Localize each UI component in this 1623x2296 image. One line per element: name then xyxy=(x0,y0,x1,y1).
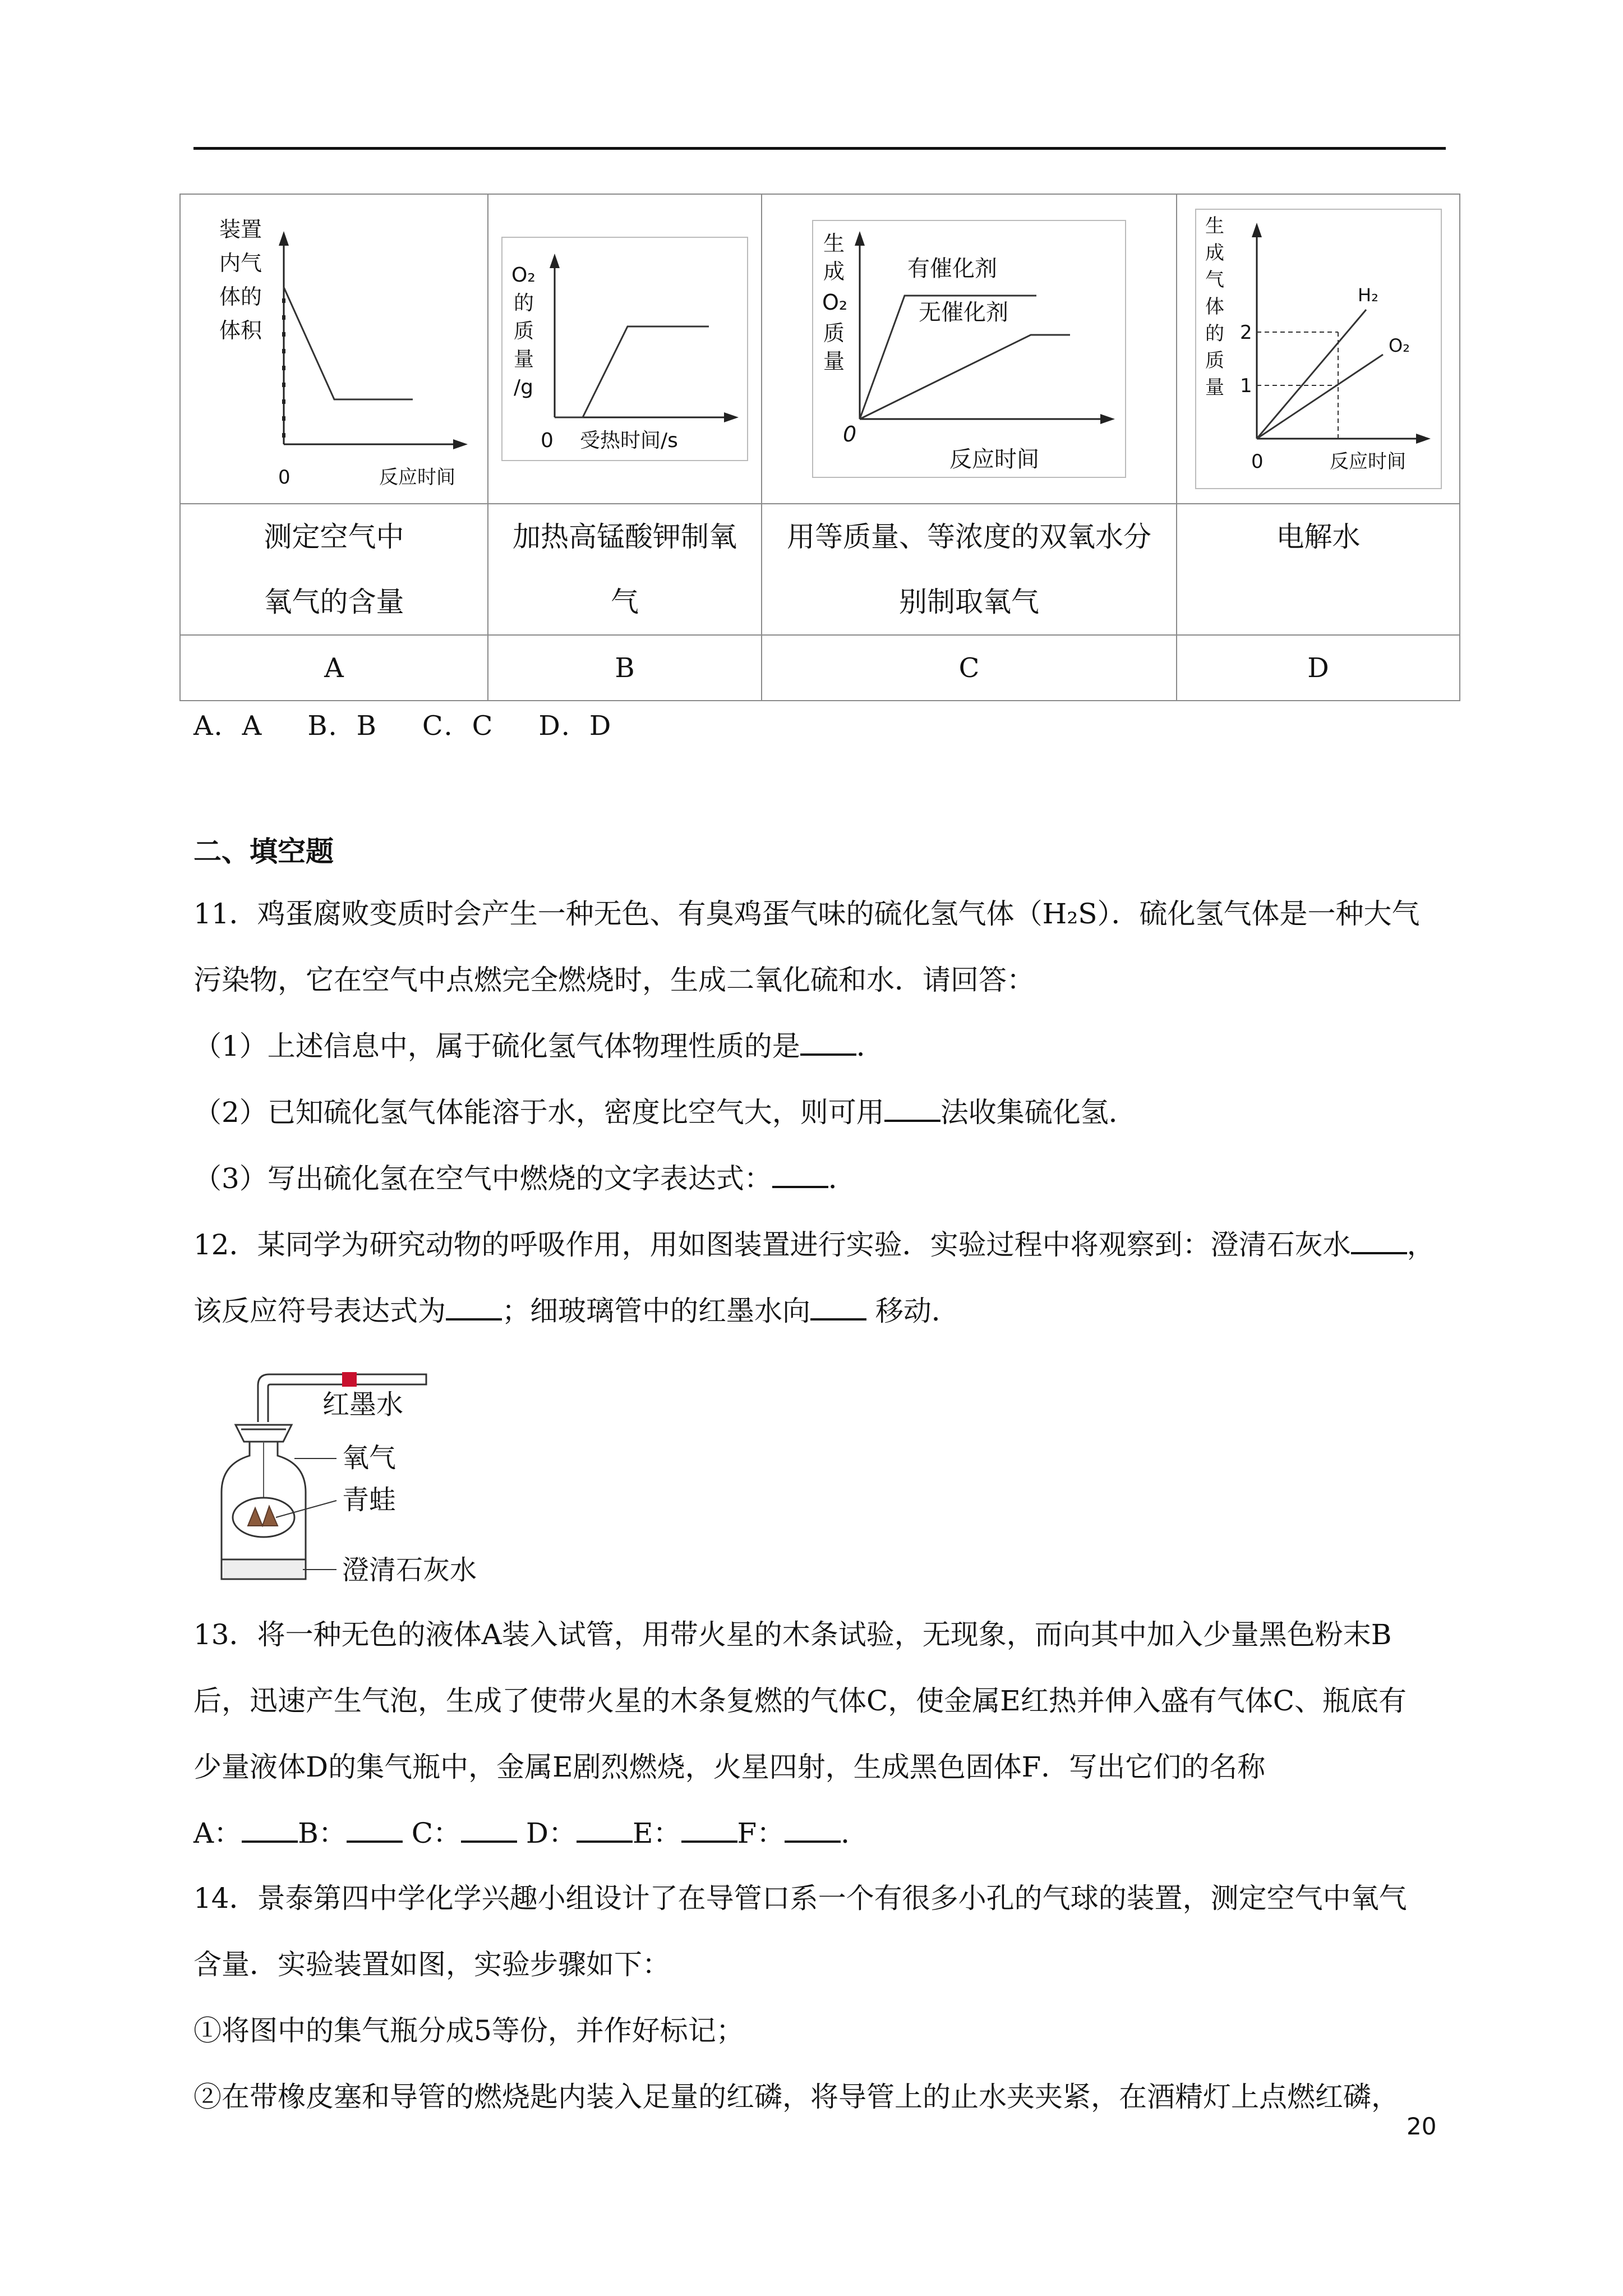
graph-d-x-arrow xyxy=(1416,434,1431,444)
graph-a-ylabel-1: 装置 xyxy=(219,217,262,242)
graph-d-ylabel-6: 质 xyxy=(1205,349,1224,372)
q12-blank-1[interactable] xyxy=(1351,1230,1407,1254)
q12-line-2 xyxy=(193,1278,1450,1344)
graph-d-ylabel-1: 生 xyxy=(1205,215,1224,237)
q11-blank-3[interactable] xyxy=(772,1163,828,1188)
label-limewater: 澄清石灰水 xyxy=(342,1554,477,1586)
q12-blank-2[interactable] xyxy=(446,1296,502,1320)
graph-d-label-o2: O₂ xyxy=(1388,335,1410,356)
graph-c-y-arrow xyxy=(855,231,865,246)
label-red-ink: 红墨水 xyxy=(322,1389,404,1420)
graph-a xyxy=(194,203,474,495)
graph-b-cell xyxy=(488,194,762,504)
q13-answers xyxy=(193,1800,1450,1866)
graph-b-ylabel-5: /g xyxy=(514,376,533,399)
graph-d-ylabel-4: 体 xyxy=(1205,296,1224,318)
q13-blank-e[interactable] xyxy=(681,1818,737,1843)
label-c-line-2: 别制取氧气 xyxy=(899,586,1039,618)
graph-d xyxy=(1195,209,1442,489)
graph-c-ylabel-2: 成 xyxy=(823,259,845,284)
rubber-stopper xyxy=(236,1425,292,1442)
q11-sub-3-end: ． xyxy=(828,1162,856,1195)
graph-c-x-arrow xyxy=(1100,414,1115,424)
graph-d-ylabel-3: 气 xyxy=(1205,269,1224,291)
q13-answer-b: B： xyxy=(298,1817,347,1849)
graph-a-ylabel-4: 体积 xyxy=(219,318,262,343)
q11-sub-2-text: （2）已知硫化氢气体能溶于水，密度比空气大，则可用 xyxy=(193,1096,884,1129)
q13-answers-end: ． xyxy=(841,1817,869,1849)
q11-blank-2[interactable] xyxy=(884,1097,940,1122)
graph-d-label-h2: H₂ xyxy=(1357,284,1378,306)
q14-line-2: 含量．实验装置如图，实验步骤如下： xyxy=(193,1948,670,1981)
label-b-line-1: 加热高锰酸钾制氧 xyxy=(513,521,737,553)
choice-d[interactable]: D．D xyxy=(538,710,612,742)
graph-d-tick-2: 2 xyxy=(1239,321,1252,344)
question-13 xyxy=(193,1602,1450,1866)
graph-b-y-arrow xyxy=(550,254,560,268)
graph-a-ylabel-2: 内气 xyxy=(219,251,262,275)
graph-d-tick-1: 1 xyxy=(1239,375,1252,397)
q11-line-2: 污染物，它在空气中点燃完全燃烧时，生成二氧化硫和水．请回答： xyxy=(193,964,1035,996)
label-a-line-2: 氧气的含量 xyxy=(264,586,404,618)
q14-line-1: 14．景泰第四中学化学兴趣小组设计了在导管口系一个有很多小孔的气球的装置，测定空气中氧气 xyxy=(193,1882,1407,1915)
q11-line-1: 11．鸡蛋腐败变质时会产生一种无色、有臭鸡蛋气味的硫化氢气体（H₂S）．硫化氢气体是一种大气 xyxy=(193,898,1420,930)
q13-line-3: 少量液体D的集气瓶中，金属E剧烈燃烧，火星四射，生成黑色固体F．写出它们的名称 xyxy=(193,1751,1266,1783)
q11-sub-2-end: 法收集硫化氢． xyxy=(940,1096,1137,1129)
label-a-line-1: 测定空气中 xyxy=(264,521,404,553)
frog-respiration-apparatus xyxy=(213,1358,550,1593)
section-title: 二、填空题 xyxy=(193,835,334,868)
q11-sub-2 xyxy=(193,1079,1450,1145)
q11-sub-1 xyxy=(193,1013,1450,1079)
letter-cell-d: D xyxy=(1177,635,1460,701)
q13-blank-c[interactable] xyxy=(461,1818,517,1843)
graph-b-origin: 0 xyxy=(541,429,554,452)
q12-line-1 xyxy=(193,1212,1450,1278)
graph-d-ylabel-2: 成 xyxy=(1205,242,1224,264)
graph-d-xlabel: 反应时间 xyxy=(1329,450,1406,473)
question-12 xyxy=(193,1212,1450,1344)
graph-b-x-arrow xyxy=(724,412,739,422)
label-frog: 青蛙 xyxy=(342,1484,396,1516)
graph-table xyxy=(179,194,1460,701)
q12-line-2-text: 该反应符号表达式为 xyxy=(193,1295,446,1327)
limewater xyxy=(223,1561,304,1578)
q13-blank-b[interactable] xyxy=(347,1818,403,1843)
graph-a-xlabel: 反应时间 xyxy=(379,466,455,489)
q14-step-2: ②在带橡皮塞和导管的燃烧匙内装入足量的红磷，将导管上的止水夹夹紧，在酒精灯上点燃红磷， xyxy=(193,2081,1399,2113)
graph-d-line-h2 xyxy=(1257,310,1366,439)
graph-a-x-arrow xyxy=(453,439,468,449)
label-cell-b xyxy=(488,504,762,635)
question-11 xyxy=(193,881,1450,1212)
graph-b-frame xyxy=(502,237,748,461)
graph-a-curve xyxy=(284,287,413,399)
label-cell-c xyxy=(762,504,1177,635)
page-number: 20 xyxy=(1407,2113,1437,2140)
question-14 xyxy=(193,1865,1450,2130)
q13-answer-f: F： xyxy=(737,1817,785,1849)
letter-cell-a: A xyxy=(180,635,488,701)
answer-choices xyxy=(193,704,657,743)
label-oxygen: 氧气 xyxy=(342,1442,396,1474)
graph-c-ylabel-4: 质 xyxy=(823,321,845,346)
graph-d-ylabel-5: 的 xyxy=(1205,323,1224,345)
graph-c-cell xyxy=(762,194,1177,504)
q12-line-1-end: ， xyxy=(1407,1228,1435,1261)
graph-c-label-no-catalyst: 无催化剂 xyxy=(919,300,1008,325)
q12-blank-3[interactable] xyxy=(810,1296,866,1320)
q11-sub-1-end: ． xyxy=(856,1030,884,1062)
graph-c-ylabel-3: O₂ xyxy=(822,290,848,315)
q11-sub-3 xyxy=(193,1145,1450,1212)
graph-c-curve-no-catalyst xyxy=(860,335,1070,419)
q13-answer-e: E： xyxy=(633,1817,681,1849)
q11-blank-1[interactable] xyxy=(800,1031,856,1056)
graph-b-ylabel-4: 量 xyxy=(514,348,534,371)
graph-d-cell xyxy=(1177,194,1460,504)
graph-b xyxy=(501,237,748,461)
letter-cell-c: C xyxy=(762,635,1177,701)
label-cell-d xyxy=(1177,504,1460,635)
header-rule xyxy=(193,147,1446,150)
q14-step-1: ①将图中的集气瓶分成5等份，并作好标记； xyxy=(193,2014,744,2047)
label-d-line-1: 电解水 xyxy=(1276,521,1361,553)
graph-c xyxy=(812,220,1126,478)
red-ink-drop xyxy=(342,1372,357,1387)
graph-d-ylabel-7: 量 xyxy=(1205,376,1224,399)
graph-d-y-arrow xyxy=(1252,223,1262,237)
graph-d-line-o2 xyxy=(1257,355,1383,439)
graph-c-origin: 0 xyxy=(843,422,857,447)
label-cell-a xyxy=(180,504,488,635)
graph-a-ylabel-3: 体的 xyxy=(219,284,262,309)
graph-b-ylabel-2: 的 xyxy=(514,292,534,315)
graph-a-y-arrow xyxy=(279,231,289,246)
graph-b-xlabel: 受热时间/s xyxy=(580,429,678,452)
q11-sub-3-text: （3）写出硫化氢在空气中燃烧的文字表达式： xyxy=(193,1162,772,1195)
q13-answer-a: A： xyxy=(193,1817,242,1849)
graph-b-curve xyxy=(555,326,709,417)
label-c-line-1: 用等质量、等浓度的双氧水分 xyxy=(787,521,1151,553)
q13-answer-d: D： xyxy=(517,1817,577,1849)
q13-blank-d[interactable] xyxy=(577,1818,633,1843)
graph-b-ylabel-1: O₂ xyxy=(511,264,536,287)
q13-line-1: 13．将一种无色的液体A装入试管，用带火星的木条试验，无现象，而向其中加入少量黑色粉末B xyxy=(193,1618,1392,1651)
letter-cell-b: B xyxy=(488,635,762,701)
q12-line-2-end: 移动． xyxy=(866,1295,960,1327)
q13-blank-a[interactable] xyxy=(242,1818,298,1843)
graph-b-ylabel-3: 质 xyxy=(514,320,534,343)
graph-d-origin: 0 xyxy=(1251,450,1264,473)
graph-c-ylabel-1: 生 xyxy=(823,231,845,256)
graph-c-ylabel-5: 量 xyxy=(823,349,845,374)
net-bag xyxy=(233,1498,294,1537)
q13-blank-f[interactable] xyxy=(785,1818,841,1843)
q13-answer-c: C： xyxy=(402,1817,462,1849)
q13-line-2: 后，迅速产生气泡，生成了使带火星的木条复燃的气体C，使金属E红热并伸入盛有气体C、瓶底有 xyxy=(193,1685,1407,1717)
label-b-line-2: 气 xyxy=(611,586,639,618)
choice-a[interactable]: A．A xyxy=(193,710,263,742)
q11-sub-1-text: （1）上述信息中，属于硫化氢气体物理性质的是 xyxy=(193,1030,800,1062)
graph-a-origin: 0 xyxy=(278,466,291,489)
graph-c-label-catalyst: 有催化剂 xyxy=(907,256,997,282)
choice-c[interactable]: C．C xyxy=(422,710,494,742)
graph-c-xlabel: 反应时间 xyxy=(949,447,1039,472)
choice-b[interactable]: B．B xyxy=(307,710,377,742)
graph-a-cell xyxy=(180,194,488,504)
q12-line-2-mid: ；细玻璃管中的红墨水向 xyxy=(502,1295,810,1327)
q12-line-1-text: 12．某同学为研究动物的呼吸作用，用如图装置进行实验．实验过程中将观察到：澄清石灰水 xyxy=(193,1228,1351,1261)
